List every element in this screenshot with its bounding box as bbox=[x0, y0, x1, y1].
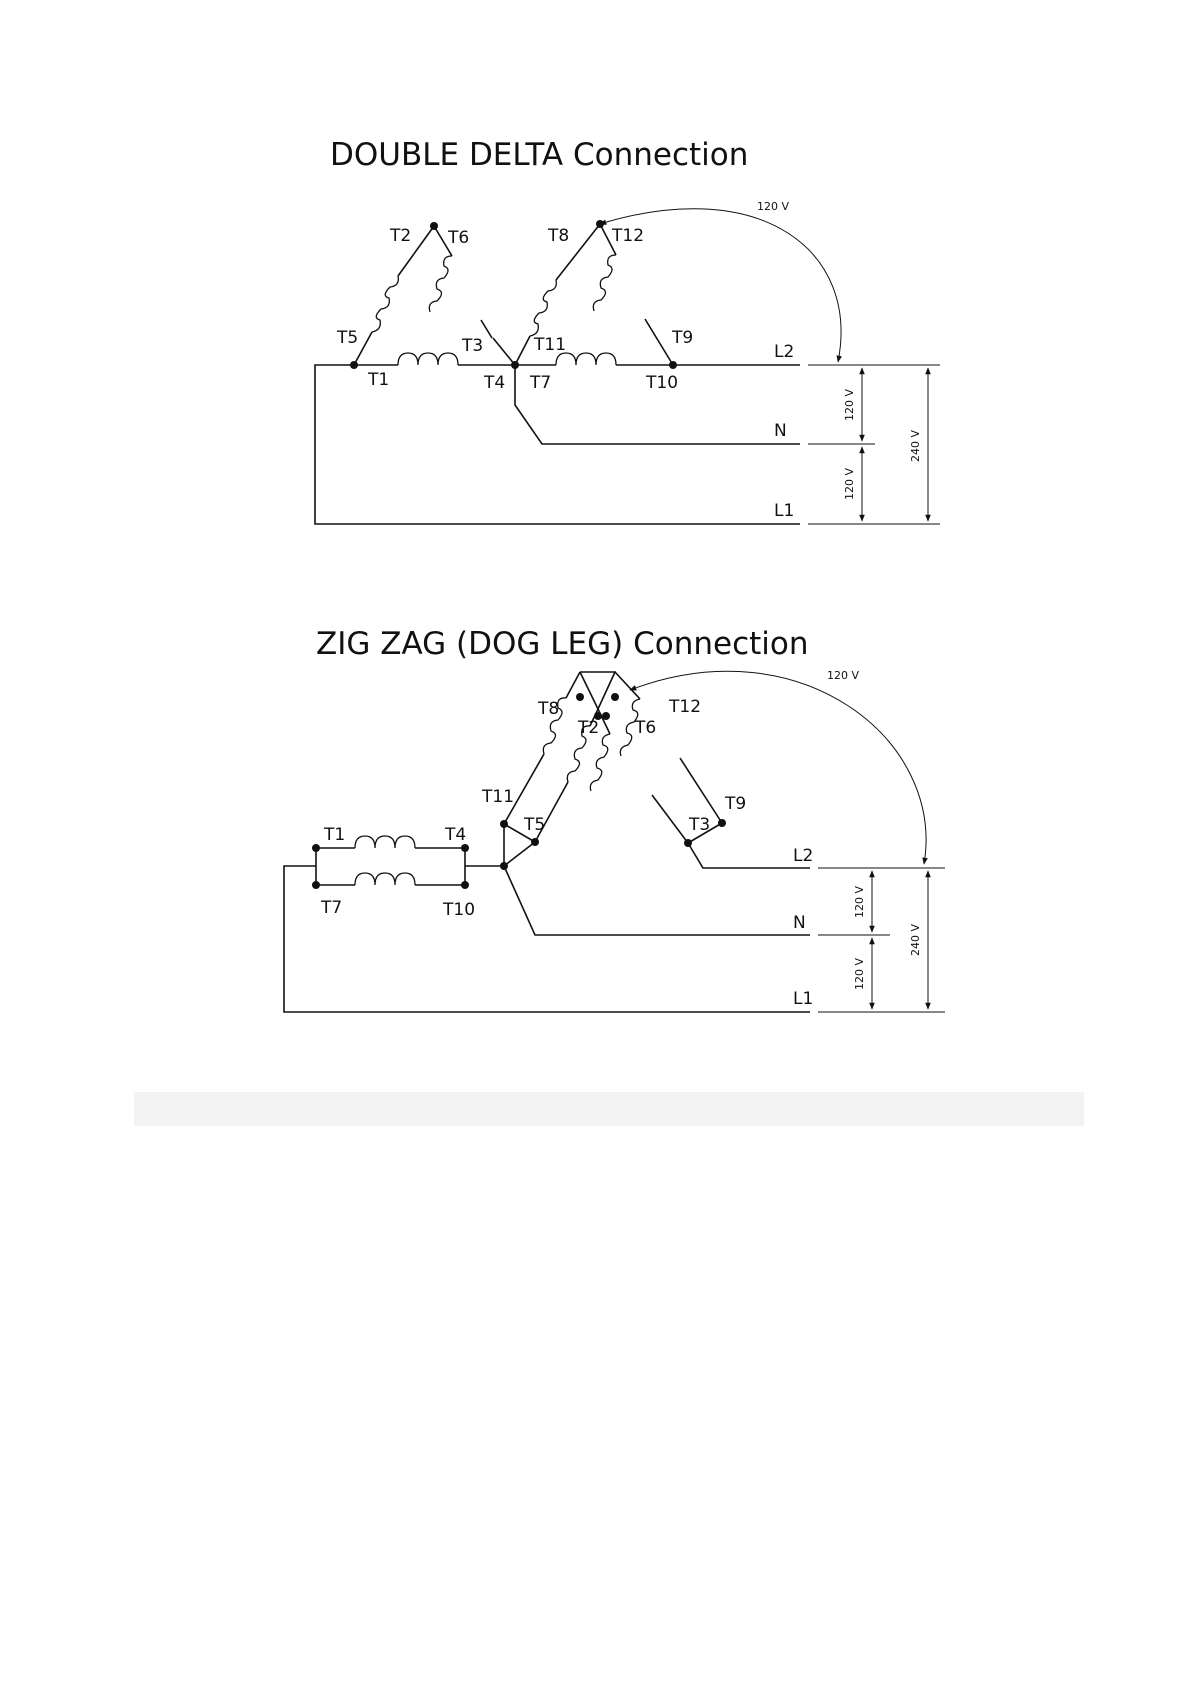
arc-voltage-label: 120 V bbox=[757, 200, 790, 213]
terminal-label: T12 bbox=[612, 226, 645, 246]
terminal-label: T5 bbox=[337, 328, 359, 348]
terminal-label: T6 bbox=[448, 228, 470, 248]
neutral-label: N bbox=[774, 421, 787, 441]
terminal-label: T5 bbox=[524, 815, 546, 835]
neutral-conductor bbox=[504, 866, 810, 935]
terminal-label: T4 bbox=[484, 373, 506, 393]
double-delta-title: DOUBLE DELTA Connection bbox=[330, 137, 749, 173]
l1-label: L1 bbox=[774, 501, 795, 521]
terminal-label: T8 bbox=[548, 226, 570, 246]
terminal-label: T8 bbox=[538, 699, 560, 719]
footer-band bbox=[134, 1092, 1084, 1126]
terminal-label: T4 bbox=[445, 825, 467, 845]
total-voltage-label: 240 V bbox=[909, 429, 922, 463]
terminal-label: T9 bbox=[672, 328, 694, 348]
terminal-label: T1 bbox=[368, 370, 390, 390]
terminal-label: T11 bbox=[534, 335, 567, 355]
l2-conductor bbox=[688, 843, 810, 868]
terminal-label: T3 bbox=[462, 336, 484, 356]
zig-zag-title: ZIG ZAG (DOG LEG) Connection bbox=[316, 626, 809, 662]
terminal-label: T2 bbox=[390, 226, 412, 246]
terminal-label: T7 bbox=[530, 373, 552, 393]
terminal-label: T12 bbox=[669, 697, 702, 717]
terminal-label: T2 bbox=[578, 718, 600, 738]
terminal-label: T9 bbox=[725, 794, 747, 814]
l1-label: L1 bbox=[793, 989, 814, 1009]
neutral-label: N bbox=[793, 913, 806, 933]
lower-voltage-label: 120 V bbox=[853, 957, 866, 991]
total-voltage-label: 240 V bbox=[909, 923, 922, 957]
terminal-label: T7 bbox=[321, 898, 343, 918]
lower-voltage-label: 120 V bbox=[843, 467, 856, 501]
terminal-label: T11 bbox=[482, 787, 515, 807]
upper-voltage-label: 120 V bbox=[843, 388, 856, 422]
terminal-label: T6 bbox=[635, 718, 657, 738]
top-jumper bbox=[580, 672, 615, 709]
l2-label: L2 bbox=[774, 342, 795, 362]
l1-conductor bbox=[284, 866, 810, 1012]
left-delta bbox=[354, 226, 515, 365]
l2-label: L2 bbox=[793, 846, 814, 866]
double-delta-diagram bbox=[315, 137, 940, 524]
upper-voltage-label: 120 V bbox=[853, 885, 866, 919]
zig-zag-diagram bbox=[284, 626, 945, 1012]
terminal-label: T3 bbox=[689, 815, 711, 835]
arc-voltage-label: 120 V bbox=[827, 669, 860, 682]
terminal-label: T1 bbox=[324, 825, 346, 845]
terminal-label: T10 bbox=[646, 373, 679, 393]
terminal-label: T10 bbox=[443, 900, 476, 920]
